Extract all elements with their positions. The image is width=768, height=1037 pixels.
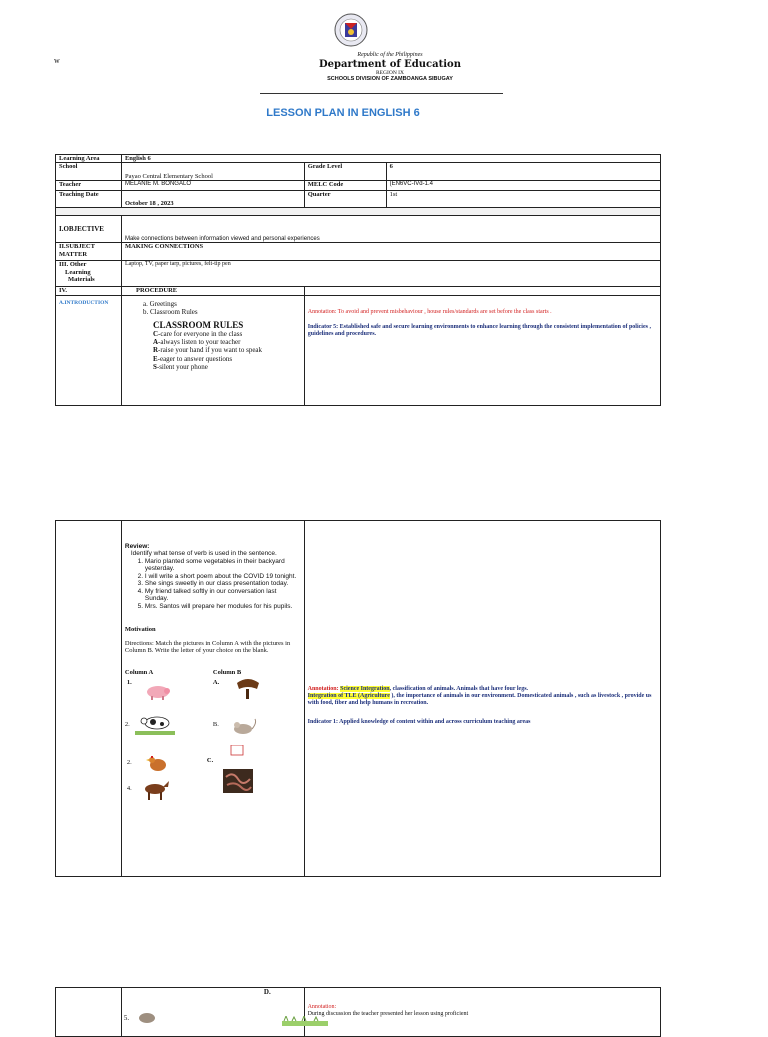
- rule-text: -eager to answer questions: [157, 354, 233, 363]
- republic-line: Republic of the Philippines: [357, 52, 423, 58]
- table-row-spacer: [56, 208, 661, 216]
- review-table: [55, 520, 661, 877]
- division-line: SCHOOLS DIVISION OF ZAMBOANGA SIBUGAY: [327, 75, 453, 82]
- review-item: 4. My friend talked softly in our conversation last Sunday.: [145, 588, 301, 603]
- matching-area: [125, 669, 301, 819]
- teaching-date-value: October 18 , 2023: [121, 191, 304, 208]
- rule-letter: C: [152, 330, 159, 339]
- discussion-annotation-cell: [304, 988, 660, 1037]
- column-a-number: 1.: [126, 678, 132, 686]
- quarter-value: 1st: [386, 191, 660, 208]
- saddle-icon: [233, 673, 263, 701]
- review-instruction: Identify what tense of verb is used in the sentence.: [130, 550, 277, 558]
- learning-area-label: Learning Area: [56, 155, 122, 163]
- classroom-rule: [153, 346, 301, 354]
- annotation-label: Annotation:: [307, 686, 339, 692]
- rule-letter: S: [152, 362, 157, 371]
- table-row: [56, 295, 661, 405]
- pig-icon: [145, 683, 171, 701]
- subject-matter-label: II.SUBJECT MATTER: [56, 243, 122, 261]
- integration-annotation: [308, 686, 657, 707]
- materials-label-line: Materials: [68, 276, 95, 284]
- teaching-date-label: Teaching Date: [56, 191, 122, 208]
- discussion-content: [121, 988, 304, 1037]
- tle-integration-text: ), the importance of animals in our environment. Domesticated animals , such as livestock , provide us with food, fiber and help humans in recreation.: [307, 692, 652, 706]
- classroom-rule: [153, 330, 301, 338]
- motivation-directions: Directions: Match the pictures in Column A with the pictures in Column B. Write the letter of your choice on the blank.: [124, 639, 291, 655]
- grade-level-value: 6: [386, 163, 660, 181]
- region-line: REGION IX: [376, 69, 404, 76]
- materials-label: [56, 261, 122, 287]
- table-row: [56, 243, 661, 261]
- annotation-text: To avoid and prevent misbehaviour , house rules/standards are set before the class starts .: [336, 308, 552, 315]
- table-row: [56, 521, 661, 877]
- introduction-annotation-cell: [304, 295, 660, 405]
- introduction-label: A.INTRODUCTION: [59, 299, 109, 306]
- rule-letter: E: [152, 354, 158, 363]
- column-a-number: 2.: [126, 758, 132, 766]
- annotation-text: During discussion the teacher presented her lesson using proficient: [307, 1010, 469, 1017]
- rule-text: -care for everyone in the class: [158, 330, 243, 339]
- page-mark: w: [54, 56, 60, 65]
- rule-letter: A: [152, 338, 159, 347]
- deped-seal-logo: [334, 12, 368, 52]
- lesson-plan-title: LESSON PLAN IN ENGLISH 6: [266, 107, 420, 119]
- table-row: [56, 216, 661, 243]
- column-a-number: 5.: [123, 1014, 130, 1022]
- melc-value: (EN6VC-IVd-1.4: [386, 181, 660, 191]
- table-row: [56, 163, 661, 181]
- table-row: [56, 988, 661, 1037]
- review-annotation-cell: [304, 521, 660, 877]
- indicator-5-text: Indicator 5: Established safe and secure learning environments to enhance learning through the consistent implementation of policies , guidelines and procedures.: [307, 323, 651, 337]
- tle-integration-label: Integration of TLE (Agriculture: [307, 692, 390, 699]
- classroom-rules-list: [153, 330, 301, 370]
- school-label: School: [56, 163, 122, 181]
- review-item: 5. Mrs. Santos will prepare her modules for his pupils.: [145, 603, 301, 610]
- chicken-icon: [145, 753, 169, 775]
- review-item: 3. She sings sweetly in our class presentation today.: [145, 580, 301, 587]
- review-content: [121, 521, 304, 877]
- science-integration-text: , classification of animals. Animals that have four legs.: [389, 686, 529, 692]
- table-row: [56, 191, 661, 208]
- worms-icon: [223, 745, 253, 793]
- indicator-1-text: Indicator 1: Applied knowledge of content within and across curriculum teaching areas: [307, 718, 531, 725]
- annotation-label: Annotation:: [307, 1004, 337, 1010]
- goat-icon: [136, 1010, 158, 1024]
- list-item: b. Classroom Rules: [142, 307, 198, 316]
- lesson-info-table: [55, 154, 661, 406]
- review-item: 1. Mario planted some vegetables in their backyard yesterday.: [145, 558, 301, 573]
- grade-level-label: Grade Level: [304, 163, 386, 181]
- document-header: [240, 52, 540, 82]
- teacher-label: Teacher: [56, 181, 122, 191]
- column-b-letter: C.: [206, 756, 214, 764]
- procedure-label: PROCEDURE: [121, 287, 304, 295]
- introduction-cell: [56, 295, 122, 405]
- table-row: [56, 261, 661, 287]
- classroom-rule: [153, 363, 301, 371]
- melc-label: MELC Code: [304, 181, 386, 191]
- subject-matter-value: MAKING CONNECTIONS: [121, 243, 660, 261]
- teacher-value: MELANIE M. BONGALO: [121, 181, 304, 191]
- cow-icon: [135, 713, 175, 735]
- table-row: [56, 287, 661, 295]
- materials-label-line: III. Other: [59, 261, 87, 269]
- mouse-icon: [231, 717, 257, 737]
- school-value: Payao Central Elementary School: [121, 163, 304, 181]
- header-divider: [260, 93, 503, 94]
- motivation-label: Motivation: [124, 626, 156, 634]
- review-label: Review:: [124, 543, 150, 550]
- discussion-table: [55, 987, 661, 1037]
- materials-label-line: Learning: [65, 268, 91, 276]
- learning-area-value: English 6: [121, 155, 660, 163]
- column-a-header: Column A: [124, 668, 154, 676]
- column-b-letter: A.: [212, 678, 220, 686]
- rule-letter: R: [152, 346, 159, 355]
- procedure-number: IV.: [56, 287, 122, 295]
- column-b-letter: B.: [212, 720, 219, 728]
- objective-value: Make connections between information viewed and personal experiences: [121, 216, 660, 243]
- classroom-rule: [153, 338, 301, 346]
- column-a-number: 4.: [126, 784, 132, 792]
- rule-text: -silent your phone: [156, 362, 208, 371]
- quarter-label: Quarter: [304, 191, 386, 208]
- column-a-number: 2.: [124, 720, 130, 728]
- classroom-rule: [153, 355, 301, 363]
- rule-text: -always listen to your teacher: [158, 338, 241, 347]
- classroom-rules-title: CLASSROOM RULES: [152, 320, 244, 331]
- list-item: a. Greetings: [142, 299, 177, 308]
- review-item: 2. I will write a short poem about the COVID 19 tonight.: [145, 573, 301, 580]
- materials-value: Laptop, TV, paper tarp, pictures, felt-tip pen: [121, 261, 660, 287]
- column-b-letter: D.: [263, 988, 271, 996]
- annotation-label: Annotation:: [307, 308, 337, 315]
- table-row: [56, 181, 661, 191]
- column-b-header: Column B: [212, 668, 242, 676]
- horse-icon: [141, 779, 171, 801]
- grass-icon: [282, 1016, 328, 1026]
- science-integration-label: Science Integration: [340, 686, 390, 692]
- department-line: Department of Education: [319, 58, 461, 70]
- introduction-content: [121, 295, 304, 405]
- objective-label: I.OBJECTIVE: [56, 216, 122, 243]
- review-list: [125, 558, 301, 610]
- table-row: [56, 155, 661, 163]
- rule-text: -raise your hand if you want to speak: [158, 346, 263, 355]
